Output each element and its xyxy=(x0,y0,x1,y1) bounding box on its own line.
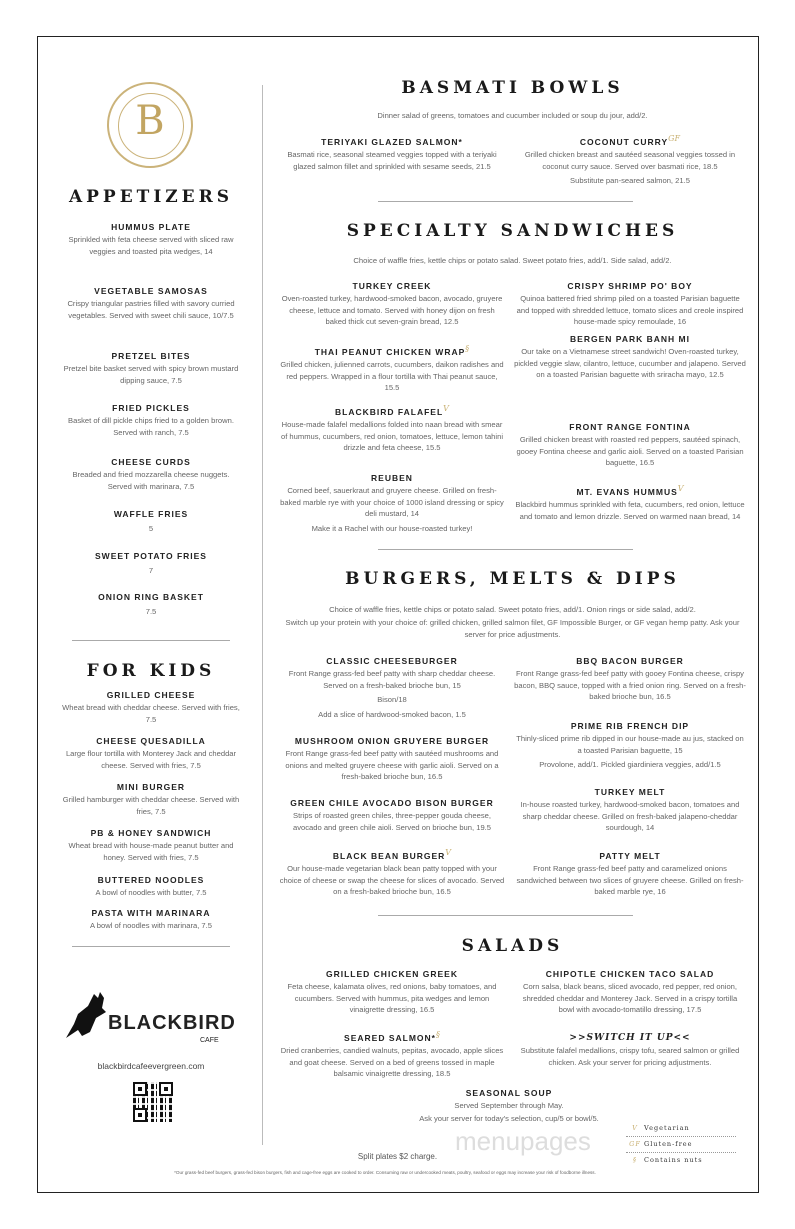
brand-sub: CAFE xyxy=(200,1037,219,1044)
contains-nuts-mark: § xyxy=(465,344,470,354)
divider xyxy=(72,640,230,641)
menu-item: GREEN CHILE AVOCADO BISON BURGER Strips of roasted green chiles, three-pepper gouda cheese, avocado and green chile aioli. Served on brioche bun, 19.5 xyxy=(290,798,494,832)
burgers-heading: BURGERS, MELTS & DIPS xyxy=(345,569,680,589)
contains-nuts-mark: § xyxy=(435,1030,440,1040)
vegetarian-mark: V xyxy=(445,848,452,858)
brand-name: BLACKBIRD xyxy=(108,1012,236,1034)
menu-item: PRIME RIB FRENCH DIP Thinly-sliced prime rib dipped in our house-made au jus, stacked on a toasted Parisian baguette, 15 Provolone, add/1. Pickled giardiniera veggies, add/1.5 xyxy=(516,721,744,769)
menu-item: COCONUT CURRYGF Grilled chicken breast and sautéed seasonal veggies tossed in coconut curry sauce. Served over basmati rice, 18.5 Substitute pan-seared salmon, 21.5 xyxy=(524,134,736,185)
menu-item: PRETZEL BITES Pretzel bite basket served with spicy brown mustard dipping sauce, 7.5 xyxy=(63,351,239,385)
legend-row-gluten-free: GF Gluten-free xyxy=(626,1137,736,1153)
legend-row-contains-nuts: § Contains nuts xyxy=(632,1156,703,1164)
website-link[interactable]: blackbirdcafeevergreen.com xyxy=(97,1061,205,1071)
menu-item: CHIPOTLE CHICKEN TACO SALAD Corn salsa, black beans, sliced avocado, red pepper, red onion, shredded cheddar and Monterey Jack. Served in a crispy tortilla bowl with avocado-tomatillo dressing, 17.5 xyxy=(522,969,738,1014)
qr-code[interactable] xyxy=(133,1082,173,1122)
menu-item: FRONT RANGE FONTINA Grilled chicken breast with roasted red peppers, sautéed spinach, gooey Fontina cheese and garlic aioli. Served on a toasted Parisian baguette, 16.5 xyxy=(516,422,744,467)
menu-item: BLACK BEAN BURGERV Our house-made vegetarian black bean patty topped with your choice of cheese or swap the cheese for slices of avocado. Served on a fresh-baked brioche bun, 16.5 xyxy=(279,848,505,896)
menu-item: THAI PEANUT CHICKEN WRAP§ Grilled chicken, julienned carrots, cucumbers, daikon radishes and red peppers. Wrapped in a flour tortilla with Thai peanut sauce, 15.5 xyxy=(280,344,504,392)
vegetarian-mark: V xyxy=(677,484,684,494)
divider xyxy=(378,549,633,550)
menu-item: SEASONAL SOUP Served September through May. Ask your server for today's selection, cup/5 or bowl/5. xyxy=(419,1088,599,1123)
menu-item: FRIED PICKLES Basket of dill pickle chips fried to a golden brown. Served with ranch, 7.5 xyxy=(68,403,234,437)
basmati-note: Dinner salad of greens, tomatoes and cucumber included or soup du jour, add/2. xyxy=(377,111,648,120)
menu-item: BBQ BACON BURGER Front Range grass-fed beef patty with gooey Fontina cheese, crispy bacon, BBQ sauce, topped with a fried onion ring. Served on a fresh-baked brioche bun, 16.5 xyxy=(514,656,746,701)
menu-item: MT. EVANS HUMMUSV Blackbird hummus sprinkled with feta, cucumbers, red onion, lettuce and tomato and lemon drizzle. Served on warmed naan bread, 14 xyxy=(515,484,745,521)
menu-item: CHEESE CURDS Breaded and fried mozzarella cheese nuggets. Served with marinara, 7.5 xyxy=(72,457,230,491)
menu-item: REUBEN Corned beef, sauerkraut and gruyere cheese. Grilled on fresh-baked marble rye with your choice of 1000 island dressing or spicy deli mustard, 14 Make it a Rachel with our house-roasted turkey! xyxy=(280,473,504,533)
menu-item: PB & HONEY SANDWICH Wheat bread with house-made peanut butter and honey. Served with fries, 7.5 xyxy=(68,828,234,862)
food-safety-disclaimer: *Our grass-fed beef burgers, grass-fed bison burgers, fish and cage-free eggs are cooked to order. Consuming raw or undercooked meats, poultry, seafood or eggs may increase your risk of foodborne illness. xyxy=(174,1170,596,1175)
salads-heading: SALADS xyxy=(461,936,564,956)
menu-item: BUTTERED NOODLES A bowl of noodles with butter, 7.5 xyxy=(95,875,207,897)
menu-item: BLACKBIRD FALAFELV House-made falafel medallions folded into naan bread with smear of hummus, cucumbers, red onion, tomatoes, lettuce, lemon tahini drizzle and feta cheese, 15.5 xyxy=(280,404,504,452)
split-plate-note: Split plates $2 charge. xyxy=(357,1152,438,1161)
legend-row-vegetarian: V Vegetarian xyxy=(626,1121,736,1137)
menu-item: PASTA WITH MARINARA A bowl of noodles with marinara, 7.5 xyxy=(90,908,212,930)
watermark: menupages xyxy=(455,1126,591,1156)
menu-item: HUMMUS PLATE Sprinkled with feta cheese served with sliced raw veggies and toasted pita wedges, 14 xyxy=(68,222,234,256)
menu-item: MINI BURGER Grilled hamburger with cheddar cheese. Served with fries, 7.5 xyxy=(62,782,240,816)
menu-item: TURKEY MELT In-house roasted turkey, hardwood-smoked bacon, tomatoes and sharp cheddar cheese. Grilled on fresh-baked jalapeno-cheddar sourdough, 14 xyxy=(520,787,740,832)
qr-finder xyxy=(133,1082,147,1096)
column-divider xyxy=(262,85,263,1145)
menu-item: WAFFLE FRIES 5 xyxy=(113,509,189,533)
appetizers-heading: APPETIZERS xyxy=(68,187,234,207)
menu-item: GRILLED CHEESE Wheat bread with cheddar cheese. Served with fries, 7.5 xyxy=(62,690,240,724)
menu-item: TERIYAKI GLAZED SALMON* Basmati rice, seasonal steamed veggies topped with a teriyaki glazed salmon fillet and sprinkled with sesame seeds, 21.5 xyxy=(287,137,497,171)
divider xyxy=(72,946,230,947)
qr-finder xyxy=(159,1082,173,1096)
menu-item: TURKEY CREEK Oven-roasted turkey, hardwood-smoked bacon, avocado, gruyere cheese, lettuce and tomato. Served with honey dijon on fresh baked thick cut seven-grain bread, 12.5 xyxy=(281,281,503,326)
seal-letter: B xyxy=(135,98,165,144)
blackbird-seal-logo xyxy=(107,82,193,168)
sandwiches-note: Choice of waffle fries, kettle chips or potato salad. Sweet potato fries, add/1. Side salad, add/2. xyxy=(353,256,672,265)
menu-item: CRISPY SHRIMP PO' BOY Quinoa battered fried shrimp piled on a toasted Parisian baguette and topped with shredded lettuce, tomato slices and creole inspired house-made spicy remoulade, 16 xyxy=(516,281,744,326)
basmati-heading: BASMATI BOWLS xyxy=(401,78,624,98)
menu-item: SWEET POTATO FRIES 7 xyxy=(95,551,207,575)
menu-item: VEGETABLE SAMOSAS Crispy triangular pastries filled with savory curried vegetables. Served with sweet chili sauce, 10/7.5 xyxy=(67,286,235,320)
menu-item: >>SWITCH IT UP<< Substitute falafel medallions, crispy tofu, seared salmon or grilled chicken. Ask your server for pricing adjustments. xyxy=(520,1033,740,1067)
vegetarian-mark: V xyxy=(443,404,449,414)
qr-finder xyxy=(133,1108,147,1122)
menu-item: SEARED SALMON*§ Dried cranberries, candied walnuts, pepitas, avocado, apple slices and goat cheese. Served on a bed of greens tossed in maple balsamic vinaigrette dressing, 18.5 xyxy=(280,1030,504,1078)
menu-item: CLASSIC CHEESEBURGER Front Range grass-fed beef patty with sharp cheddar cheese. Served on a fresh-baked brioche bun, 15 Bison/18 Add a slice of hardwood-smoked bacon, 1.5 xyxy=(288,656,496,719)
divider xyxy=(378,915,633,916)
divider xyxy=(378,201,633,202)
menu-item: BERGEN PARK BANH MI Our take on a Vietnamese street sandwich! Oven-roasted turkey, pickled veggie slaw, cilantro, lettuce, cucumber and jalapeno. Served on a toasted Parisian baguette with sriracha mayo, 12.5 xyxy=(514,334,746,379)
menu-item: MUSHROOM ONION GRUYERE BURGER Front Range grass-fed beef patty with sautéed mushrooms and onions and melted gruyere cheese with garlic aioli. Served on a fresh-baked brioche bun, 16.5 xyxy=(285,736,499,781)
menu-item: CHEESE QUESADILLA Large flour tortilla with Monterey Jack and cheddar cheese. Served with fries, 7.5 xyxy=(65,736,237,770)
blackbird-bird-icon xyxy=(64,992,109,1047)
menu-item: ONION RING BASKET 7.5 xyxy=(98,592,204,616)
menu-item: PATTY MELT Front Range grass-fed beef patty and caramelized onions sandwiched between two slices of gruyere cheese. Grilled on fresh-baked marble rye, 16 xyxy=(516,851,744,896)
gluten-free-mark: GF xyxy=(668,134,681,144)
sandwiches-heading: SPECIALTY SANDWICHES xyxy=(346,221,679,241)
kids-heading: FOR KIDS xyxy=(86,661,216,681)
burgers-note: Choice of waffle fries, kettle chips or potato salad. Sweet potato fries, add/1. Onion rings or side salad, add/2. Switch up your protein with your choice of: grilled chicken, grilled salmon filet, GF Impossible Burger, or GF vegan hemp patty. Ask your server for price adjustments. xyxy=(285,605,740,639)
menu-item: GRILLED CHICKEN GREEK Feta cheese, kalamata olives, red onions, baby tomatoes, and cucumbers. Served with hummus, pita wedges and lemon vinaigrette dressing, 16.5 xyxy=(287,969,497,1014)
